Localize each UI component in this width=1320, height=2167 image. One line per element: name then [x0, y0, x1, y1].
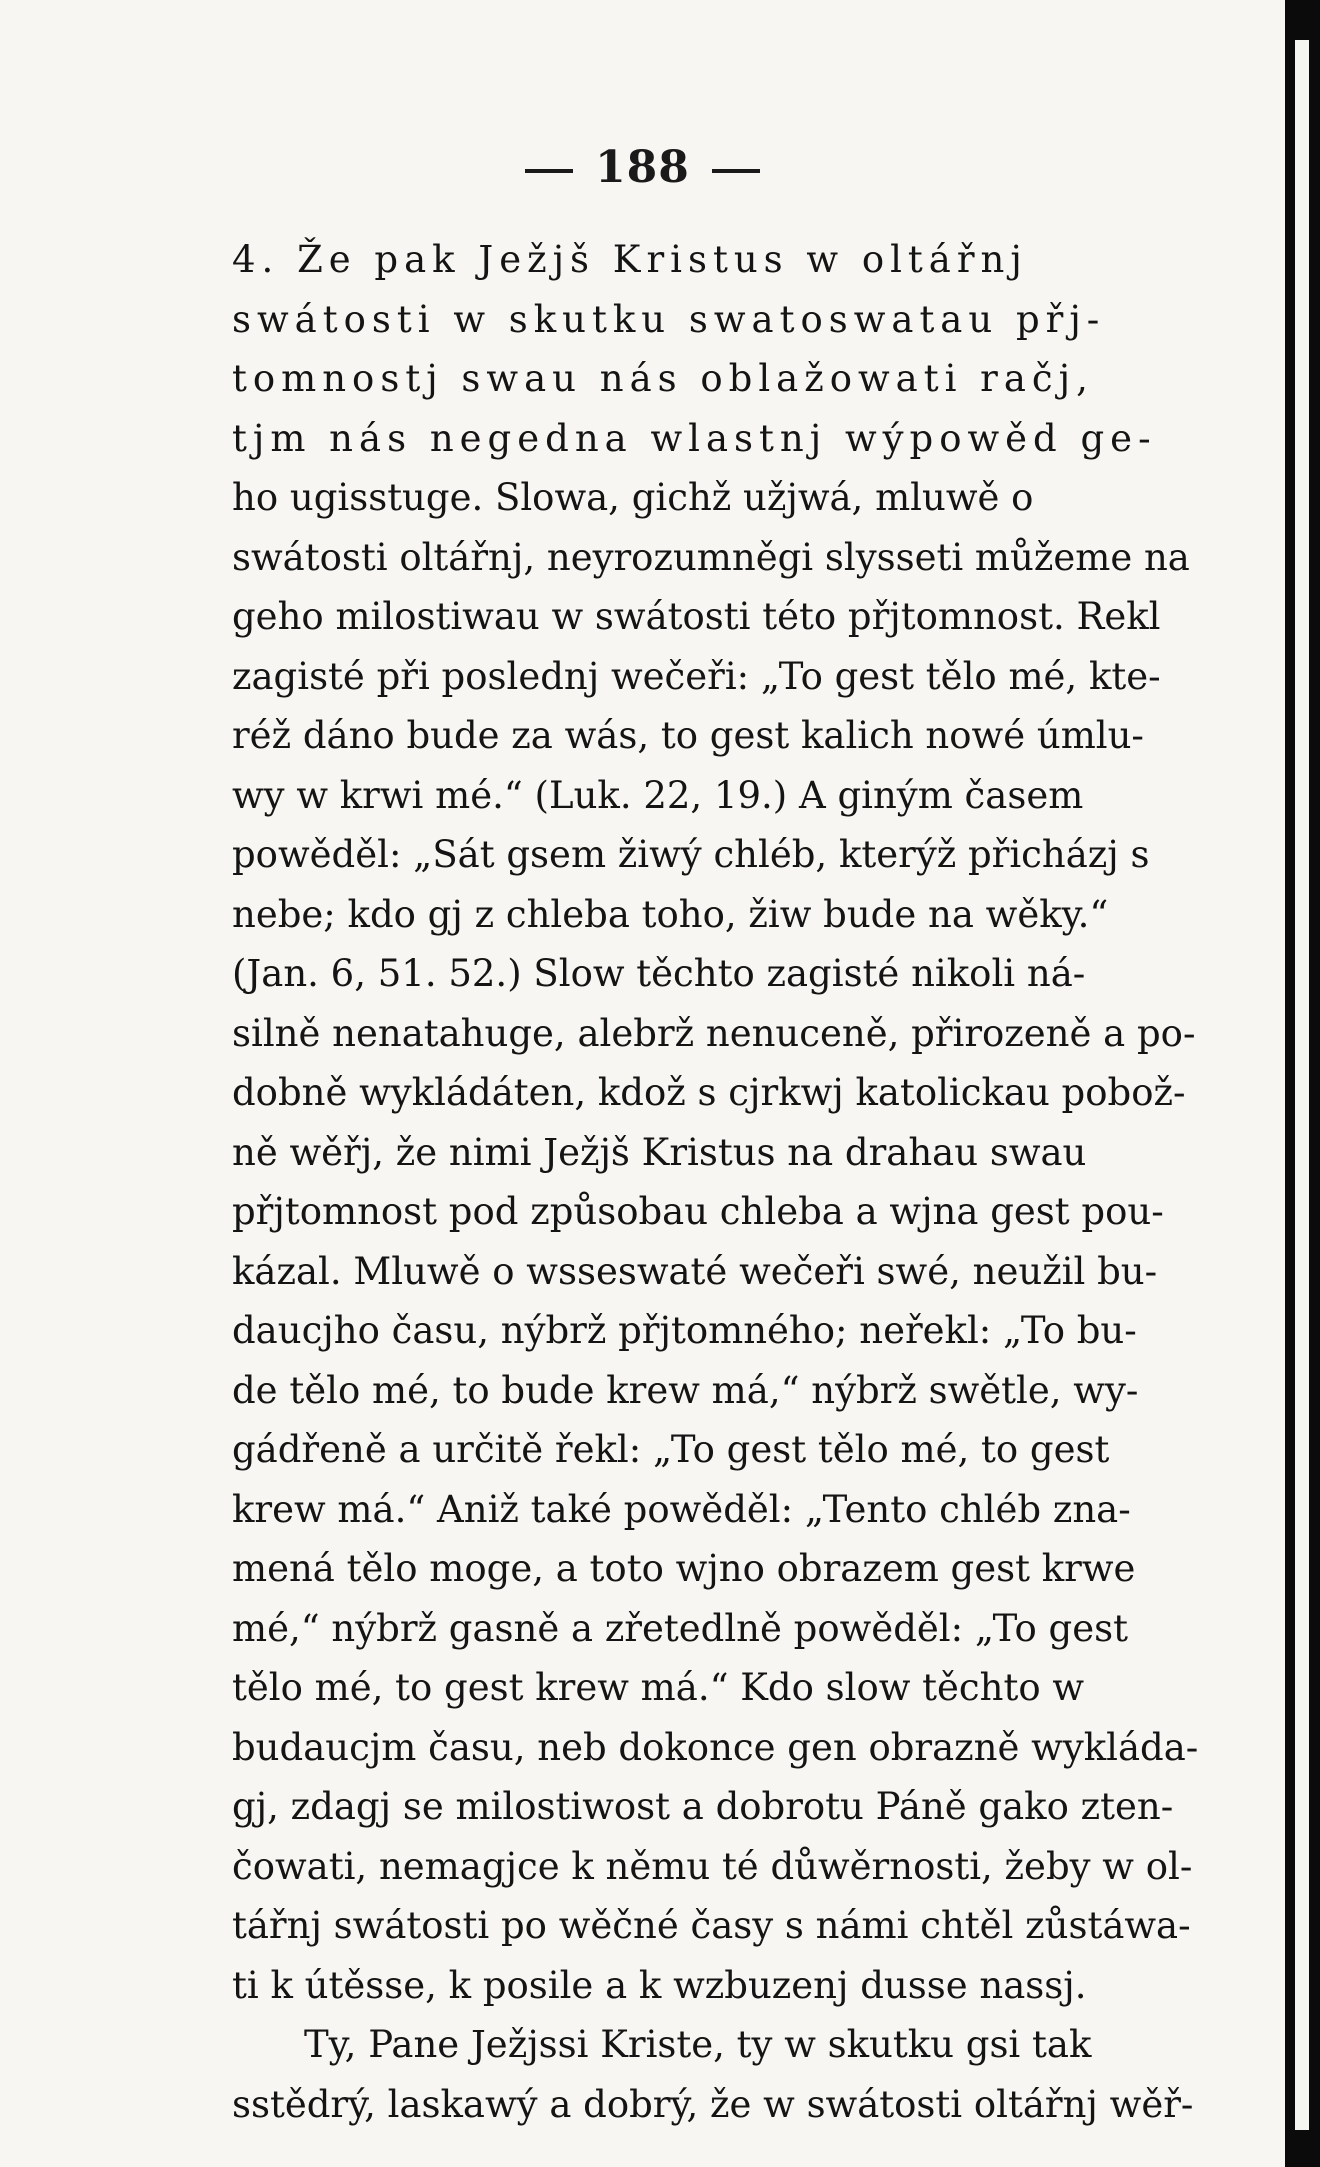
text-line: réž dáno bude za wás, to gest kalich nowé úmlu- — [232, 714, 1144, 757]
text-line: geho milostiwau w swátosti této přjtomnost. Rekl — [232, 595, 1161, 638]
text-line: ho ugisstuge. Slowa, gichž užjwá, mluwě o — [232, 476, 1034, 519]
text-line: tjm nás negedna wlastnj wýpowěd ge- — [232, 416, 1157, 460]
text-line: gádřeně a určitě řekl: „To gest tělo mé, to gest — [232, 1428, 1110, 1471]
scan-edge — [1285, 0, 1320, 2167]
text-line: de tělo mé, to bude krew má,“ nýbrž swětle, wy- — [232, 1368, 1139, 1412]
text-line: budaucjm času, neb dokonce gen obrazně wykláda- — [232, 1725, 1199, 1769]
text-line: swátosti w skutku swatoswatau přj- — [232, 297, 1106, 341]
next-page-edge — [1295, 40, 1309, 2130]
text-line: čowati, nemagjce k němu té důwěrnosti, žeby w ol- — [232, 1844, 1193, 1888]
page-header — [0, 142, 1285, 193]
text-line: tělo mé, to gest krew má.“ Kdo slow těchto w — [232, 1666, 1085, 1709]
text-line: sstědrý, laskawý a dobrý, že w swátosti oltářnj wěř- — [232, 2082, 1194, 2126]
text-line: silně nenatahuge, alebrž nenuceně, přirozeně a po- — [232, 1011, 1196, 1055]
header-dash-right — [712, 169, 760, 173]
text-line: powěděl: „Sát gsem žiwý chléb, kterýž přicházj s — [232, 833, 1150, 876]
text-line: nebe; kdo gj z chleba toho, žiw bude na wěky.“ — [232, 892, 1109, 936]
text-line: mená tělo moge, a toto wjno obrazem gest krwe — [232, 1547, 1136, 1590]
text-line: wy w krwi mé.“ (Luk. 22, 19.) A giným časem — [232, 773, 1084, 817]
text-line: přjtomnost pod způsobau chleba a wjna gest pou- — [232, 1190, 1164, 1233]
text-line: 4. Že pak Ježjš Kristus w oltářnj — [232, 238, 1028, 281]
text-line: ti k útěsse, k posile a k wzbuzenj dusse nassj. — [232, 1963, 1087, 2007]
text-line: tářnj swátosti po wěčné časy s námi chtěl zůstáwa- — [232, 1904, 1191, 1947]
text-line: (Jan. 6, 51. 52.) Slow těchto zagisté nikoli ná- — [232, 952, 1086, 995]
text-line: tomnostj swau nás oblažowati račj, — [232, 357, 1094, 400]
text-line: swátosti oltářnj, neyrozumněgi slysseti můžeme na — [232, 535, 1190, 579]
text-line: dobně wykládáten, kdož s cjrkwj katolickau pobož- — [232, 1071, 1186, 1114]
page-number: 188 — [595, 142, 690, 193]
text-line: gj, zdagj se milostiwost a dobrotu Páně gako zten- — [232, 1785, 1174, 1828]
text-line: kázal. Mluwě o wsseswaté wečeři swé, neužil bu- — [232, 1249, 1158, 1293]
text-line: daucjho času, nýbrž přjtomného; neřekl: „To bu- — [232, 1309, 1137, 1352]
text-line: ně wěřj, že nimi Ježjš Kristus na drahau swau — [232, 1130, 1087, 1174]
text-line: mé,“ nýbrž gasně a zřetedlně powěděl: „To gest — [232, 1606, 1128, 1650]
body-text — [232, 230, 1242, 2134]
header-dash-left — [525, 169, 573, 173]
text-line: zagisté při poslednj wečeři: „To gest tělo mé, kte- — [232, 654, 1161, 698]
text-line: Ty, Pane Ježjssi Kriste, ty w skutku gsi tak — [304, 2023, 1092, 2066]
text-line: krew má.“ Aniž také powěděl: „Tento chléb zna- — [232, 1487, 1131, 1531]
